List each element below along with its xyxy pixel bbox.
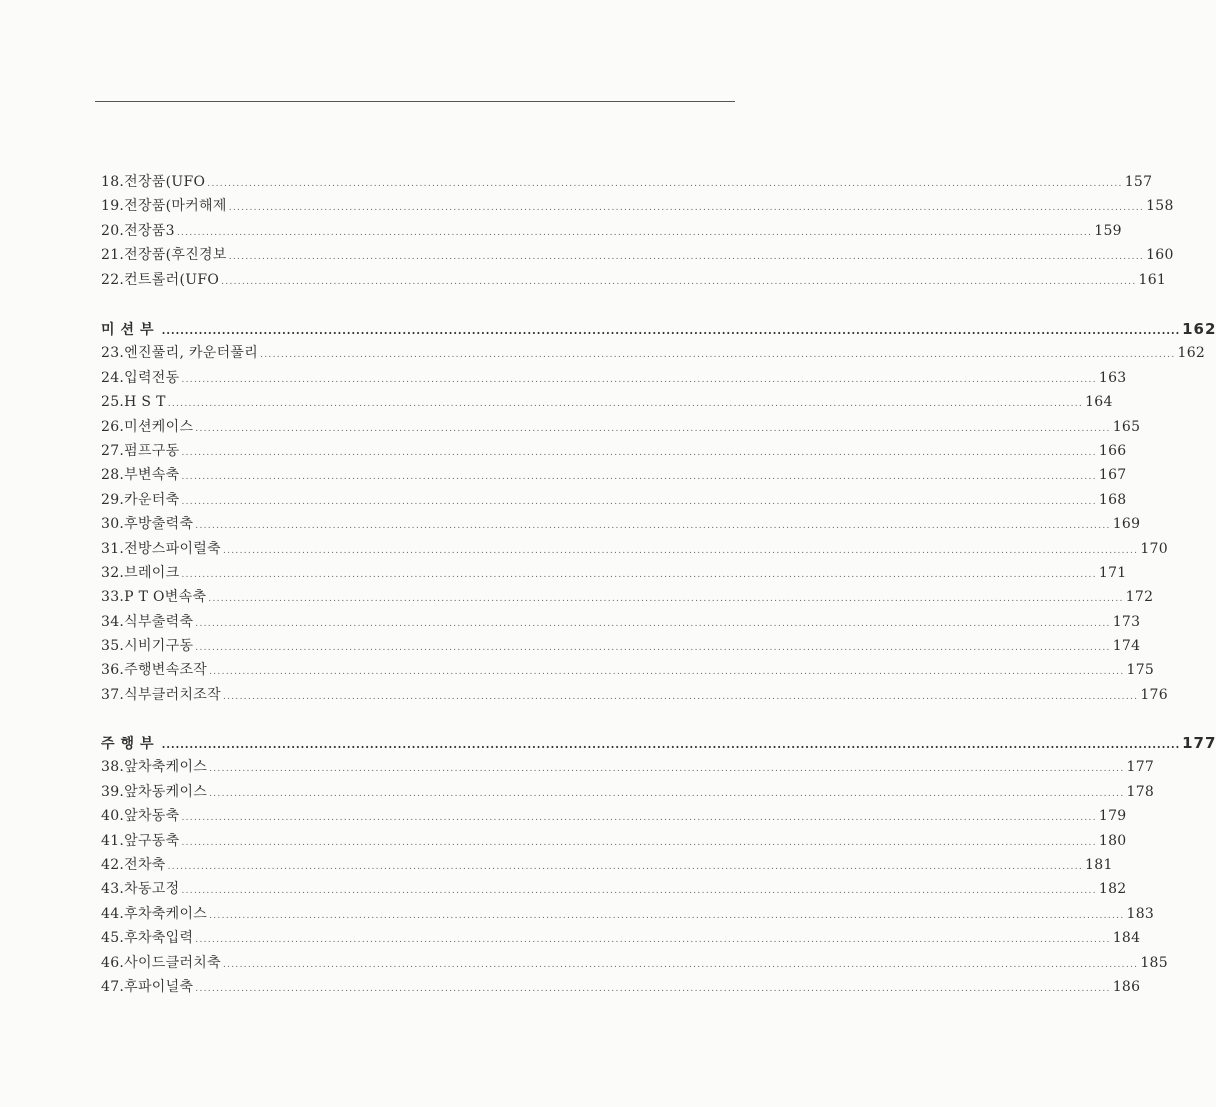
toc-entry[interactable] (101, 610, 1141, 634)
toc-entry[interactable] (101, 194, 1174, 218)
toc-entry-title: 29.카운터축 (101, 491, 180, 508)
dot-leader: ............................................................................................................................................................................................................................ (181, 374, 1097, 385)
toc-entry-title: 21.전장품(후진경보 (101, 247, 227, 264)
toc-entry[interactable] (101, 951, 1168, 975)
toc-entry-page: 186 (1112, 978, 1141, 995)
dot-leader: ............................................................................................................................................................................................................................ (161, 738, 1181, 751)
section-heading-title: 주행부 (101, 736, 160, 752)
section-heading-page: 177 (1182, 734, 1216, 752)
toc-entry[interactable] (101, 512, 1141, 536)
toc-entry-page: 157 (1124, 174, 1153, 190)
dot-leader: ............................................................................................................................................................................................................................ (222, 691, 1139, 702)
toc-entry-page: 184 (1112, 930, 1141, 947)
toc-entry-page: 168 (1098, 491, 1127, 508)
toc-entry[interactable] (101, 439, 1127, 463)
dot-leader: ............................................................................................................................................................................................................................ (195, 618, 1111, 629)
section-heading[interactable] (101, 317, 1216, 341)
toc-entry-page: 169 (1112, 516, 1141, 533)
toc-entry-page: 164 (1085, 394, 1113, 411)
toc-entry-title: 42.전차축 (101, 856, 166, 873)
dot-leader: ............................................................................................................................................................................................................................ (181, 496, 1097, 507)
toc-entry-page: 173 (1112, 613, 1141, 630)
toc-entry-page: 176 (1140, 686, 1168, 703)
toc-entry-title: 46.사이드클러치축 (101, 954, 221, 971)
header-rule (95, 101, 735, 102)
dot-leader: ............................................................................................................................................................................................................................ (228, 252, 1145, 263)
toc-entry-page: 175 (1126, 662, 1155, 679)
toc-entry-page: 162 (1177, 345, 1206, 362)
toc-section-mission (101, 317, 1216, 707)
dot-leader: ............................................................................................................................................................................................................................ (161, 324, 1181, 337)
toc-entry-page: 166 (1098, 442, 1127, 459)
toc-entry-title: 47.후파이널축 (101, 978, 194, 995)
dot-leader: ............................................................................................................................................................................................................................ (167, 399, 1084, 410)
toc-entry[interactable] (101, 243, 1174, 267)
dot-leader: ............................................................................................................................................................................................................................ (260, 350, 1176, 361)
toc-entry[interactable] (101, 853, 1113, 877)
toc-entry[interactable] (101, 415, 1141, 439)
toc-entry-page: 180 (1098, 832, 1127, 849)
toc-entry-title: 44.후차축케이스 (101, 905, 208, 922)
toc-entry[interactable] (101, 488, 1127, 512)
dot-leader: ............................................................................................................................................................................................................................ (209, 788, 1125, 799)
dot-leader: ............................................................................................................................................................................................................................ (207, 179, 1123, 189)
section-heading-title: 미션부 (101, 322, 160, 338)
dot-leader: ............................................................................................................................................................................................................................ (221, 276, 1137, 287)
toc-entry[interactable] (101, 975, 1141, 999)
dot-leader: ............................................................................................................................................................................................................................ (181, 472, 1097, 483)
toc-entry[interactable] (101, 755, 1155, 779)
toc-entry[interactable] (101, 561, 1127, 585)
toc-entry[interactable] (101, 634, 1141, 658)
toc-entry[interactable] (101, 658, 1155, 682)
dot-leader: ............................................................................................................................................................................................................................ (195, 521, 1111, 532)
dot-leader: ............................................................................................................................................................................................................................ (181, 837, 1097, 848)
toc-entry-title: 25.H S T (101, 394, 166, 411)
toc-entry-page: 160 (1146, 247, 1174, 264)
toc-entry[interactable] (101, 780, 1155, 804)
toc-entry-title: 32.브레이크 (101, 564, 180, 581)
toc-entry-title: 30.후방출력축 (101, 516, 194, 533)
dot-leader: ............................................................................................................................................................................................................................ (195, 935, 1111, 946)
toc-entry-title: 39.앞차동케이스 (101, 783, 208, 800)
dot-leader: ............................................................................................................................................................................................................................ (181, 447, 1097, 458)
dot-leader: ............................................................................................................................................................................................................................ (209, 667, 1125, 678)
toc-entry[interactable] (101, 463, 1127, 487)
dot-leader: ............................................................................................................................................................................................................................ (176, 227, 1093, 238)
toc-entry[interactable] (101, 683, 1168, 707)
toc-entry-page: 171 (1098, 564, 1127, 581)
dot-leader: ............................................................................................................................................................................................................................ (208, 594, 1124, 605)
toc-entry-title: 31.전방스파이럴축 (101, 540, 221, 557)
toc-entry-title: 36.주행변속조작 (101, 662, 208, 679)
toc-entry-page: 179 (1098, 808, 1127, 825)
toc-entry-title: 19.전장품(마커해제 (101, 198, 227, 215)
toc-entry[interactable] (101, 585, 1154, 609)
toc-entry-title: 28.부변속축 (101, 467, 180, 484)
toc-entry-title: 24.입력전동 (101, 369, 180, 386)
dot-leader: ............................................................................................................................................................................................................................ (181, 569, 1097, 580)
toc-entry-page: 170 (1140, 540, 1168, 557)
toc-entry[interactable] (101, 366, 1127, 390)
toc-entry-page: 183 (1126, 905, 1155, 922)
toc-entry[interactable] (101, 390, 1113, 414)
dot-leader: ............................................................................................................................................................................................................................ (195, 423, 1111, 434)
section-heading[interactable] (101, 731, 1216, 755)
toc-entry-title: 38.앞차축케이스 (101, 759, 208, 776)
toc-entry[interactable] (101, 537, 1168, 561)
dot-leader: ............................................................................................................................................................................................................................ (228, 203, 1145, 214)
toc-entry-page: 182 (1098, 881, 1127, 898)
toc-entry[interactable] (101, 170, 1153, 194)
dot-leader: ............................................................................................................................................................................................................................ (209, 910, 1125, 921)
toc-entry-page: 185 (1140, 954, 1168, 971)
toc-entry-page: 178 (1126, 783, 1155, 800)
dot-leader: ............................................................................................................................................................................................................................ (209, 764, 1125, 775)
toc-entry-title: 26.미션케이스 (101, 418, 194, 435)
toc-entry-page: 167 (1098, 467, 1127, 484)
toc-entry-page: 159 (1094, 222, 1122, 239)
toc-entry-title: 27.펌프구동 (101, 442, 180, 459)
dot-leader: ............................................................................................................................................................................................................................ (222, 545, 1139, 556)
toc-entry-title: 45.후차축입력 (101, 930, 194, 947)
toc-entry-page: 163 (1098, 369, 1127, 386)
dot-leader: ............................................................................................................................................................................................................................ (222, 959, 1139, 970)
toc-entry-page: 181 (1085, 856, 1113, 873)
toc-section-travel (101, 731, 1216, 999)
toc-entry[interactable] (101, 902, 1155, 926)
toc-entry[interactable] (101, 926, 1141, 950)
toc-entry-title: 18.전장품(UFO (101, 174, 206, 190)
dot-leader: ............................................................................................................................................................................................................................ (181, 813, 1097, 824)
section-heading-page: 162 (1182, 320, 1216, 338)
toc-entry-title: 35.시비기구동 (101, 638, 194, 655)
toc-entry-title: 34.식부출력축 (101, 613, 194, 630)
toc-entry[interactable] (101, 877, 1127, 901)
toc-entry-page: 177 (1126, 759, 1155, 776)
toc-entry-title: 33.P T O변속축 (101, 589, 207, 606)
toc-entry[interactable] (101, 268, 1167, 292)
dot-leader: ............................................................................................................................................................................................................................ (195, 643, 1111, 654)
toc-entry[interactable] (101, 219, 1122, 243)
dot-leader: ............................................................................................................................................................................................................................ (167, 861, 1084, 872)
dot-leader: ............................................................................................................................................................................................................................ (195, 983, 1111, 994)
toc-entry[interactable] (101, 829, 1127, 853)
toc-entry-title: 23.엔진풀리, 카운터풀리 (101, 345, 259, 362)
toc-entry[interactable] (101, 804, 1127, 828)
toc-entry[interactable] (101, 341, 1206, 365)
toc-entry-title: 20.전장품3 (101, 222, 175, 239)
toc-entry-title: 43.차동고정 (101, 881, 180, 898)
toc-group-electrical (101, 170, 1174, 292)
toc-entry-title: 40.앞차동축 (101, 808, 180, 825)
toc-entry-page: 161 (1138, 271, 1167, 288)
toc-entry-page: 165 (1112, 418, 1141, 435)
toc-entry-title: 37.식부클러치조작 (101, 686, 221, 703)
dot-leader: ............................................................................................................................................................................................................................ (181, 886, 1097, 897)
toc-entry-page: 172 (1125, 589, 1154, 606)
toc-entry-page: 174 (1112, 638, 1141, 655)
toc-entry-title: 41.앞구동축 (101, 832, 180, 849)
toc-entry-title: 22.컨트롤러(UFO (101, 271, 220, 288)
toc-entry-page: 158 (1146, 198, 1174, 215)
